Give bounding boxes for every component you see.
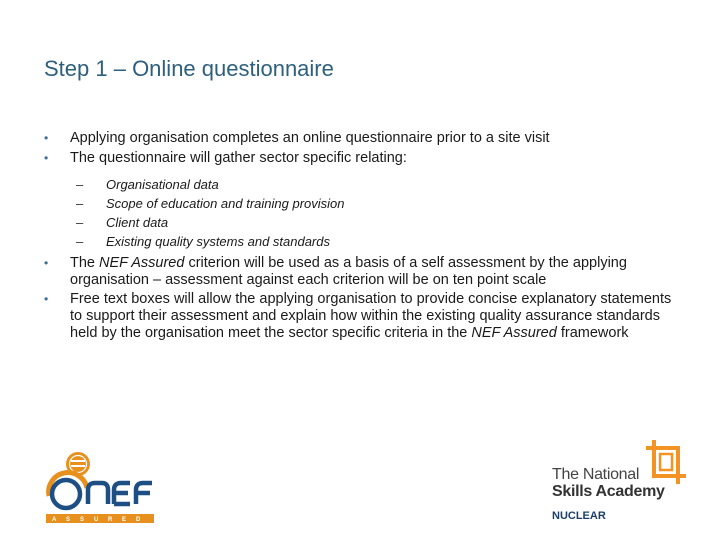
nef-assured-logo bbox=[40, 438, 160, 528]
sub-bullet-2: – Scope of education and training provision bbox=[76, 196, 345, 211]
svg-text:R: R bbox=[108, 517, 113, 523]
dash-icon: – bbox=[76, 234, 84, 249]
nsa-nuclear-label: NUCLEAR bbox=[552, 510, 606, 522]
nef-logo-graphic bbox=[40, 438, 160, 528]
svg-text:A: A bbox=[52, 517, 57, 523]
bullet-4: • Free text boxes will allow the applying organisation to provide concise explanatory statements to support their assessment and explain how within the existing quality assurance standards held by the organisation meet the sector specific criteria in the NEF Assured framework bbox=[44, 291, 672, 341]
bullet-1: • Applying organisation completes an online questionnaire prior to a site visit bbox=[44, 130, 550, 146]
sub-bullet-1: – Organisational data bbox=[76, 177, 219, 192]
bullet-2: • The questionnaire will gather sector specific relating: bbox=[44, 150, 407, 166]
svg-text:U: U bbox=[94, 517, 99, 523]
sub-bullet-list bbox=[76, 175, 684, 251]
dash-icon: – bbox=[76, 215, 84, 230]
svg-text:D: D bbox=[136, 517, 141, 523]
bullet-3: • The NEF Assured criterion will be used as a basis of a self assessment by the applying organisation – assessment against each criterion will be on ten point scale bbox=[44, 255, 627, 288]
slide-title: Step 1 – Online questionnaire bbox=[44, 56, 334, 81]
dash-icon: – bbox=[76, 196, 84, 211]
bullet-dot-icon: • bbox=[44, 292, 49, 306]
national-skills-academy-logo bbox=[552, 438, 692, 520]
svg-text:S: S bbox=[66, 517, 71, 523]
nsa-wordmark: The National Skills Academy bbox=[552, 466, 665, 500]
dash-icon: – bbox=[76, 177, 84, 192]
svg-text:S: S bbox=[80, 517, 85, 523]
nef-circle-blue bbox=[52, 480, 80, 508]
bullet-list bbox=[44, 130, 684, 342]
bullet-dot-icon: • bbox=[44, 151, 49, 165]
sub-bullet-3: – Client data bbox=[76, 215, 169, 230]
bullet-dot-icon: • bbox=[44, 256, 49, 270]
svg-text:E: E bbox=[122, 517, 127, 523]
bullet-dot-icon: • bbox=[44, 131, 49, 145]
sub-bullet-4: – Existing quality systems and standards bbox=[76, 234, 330, 249]
